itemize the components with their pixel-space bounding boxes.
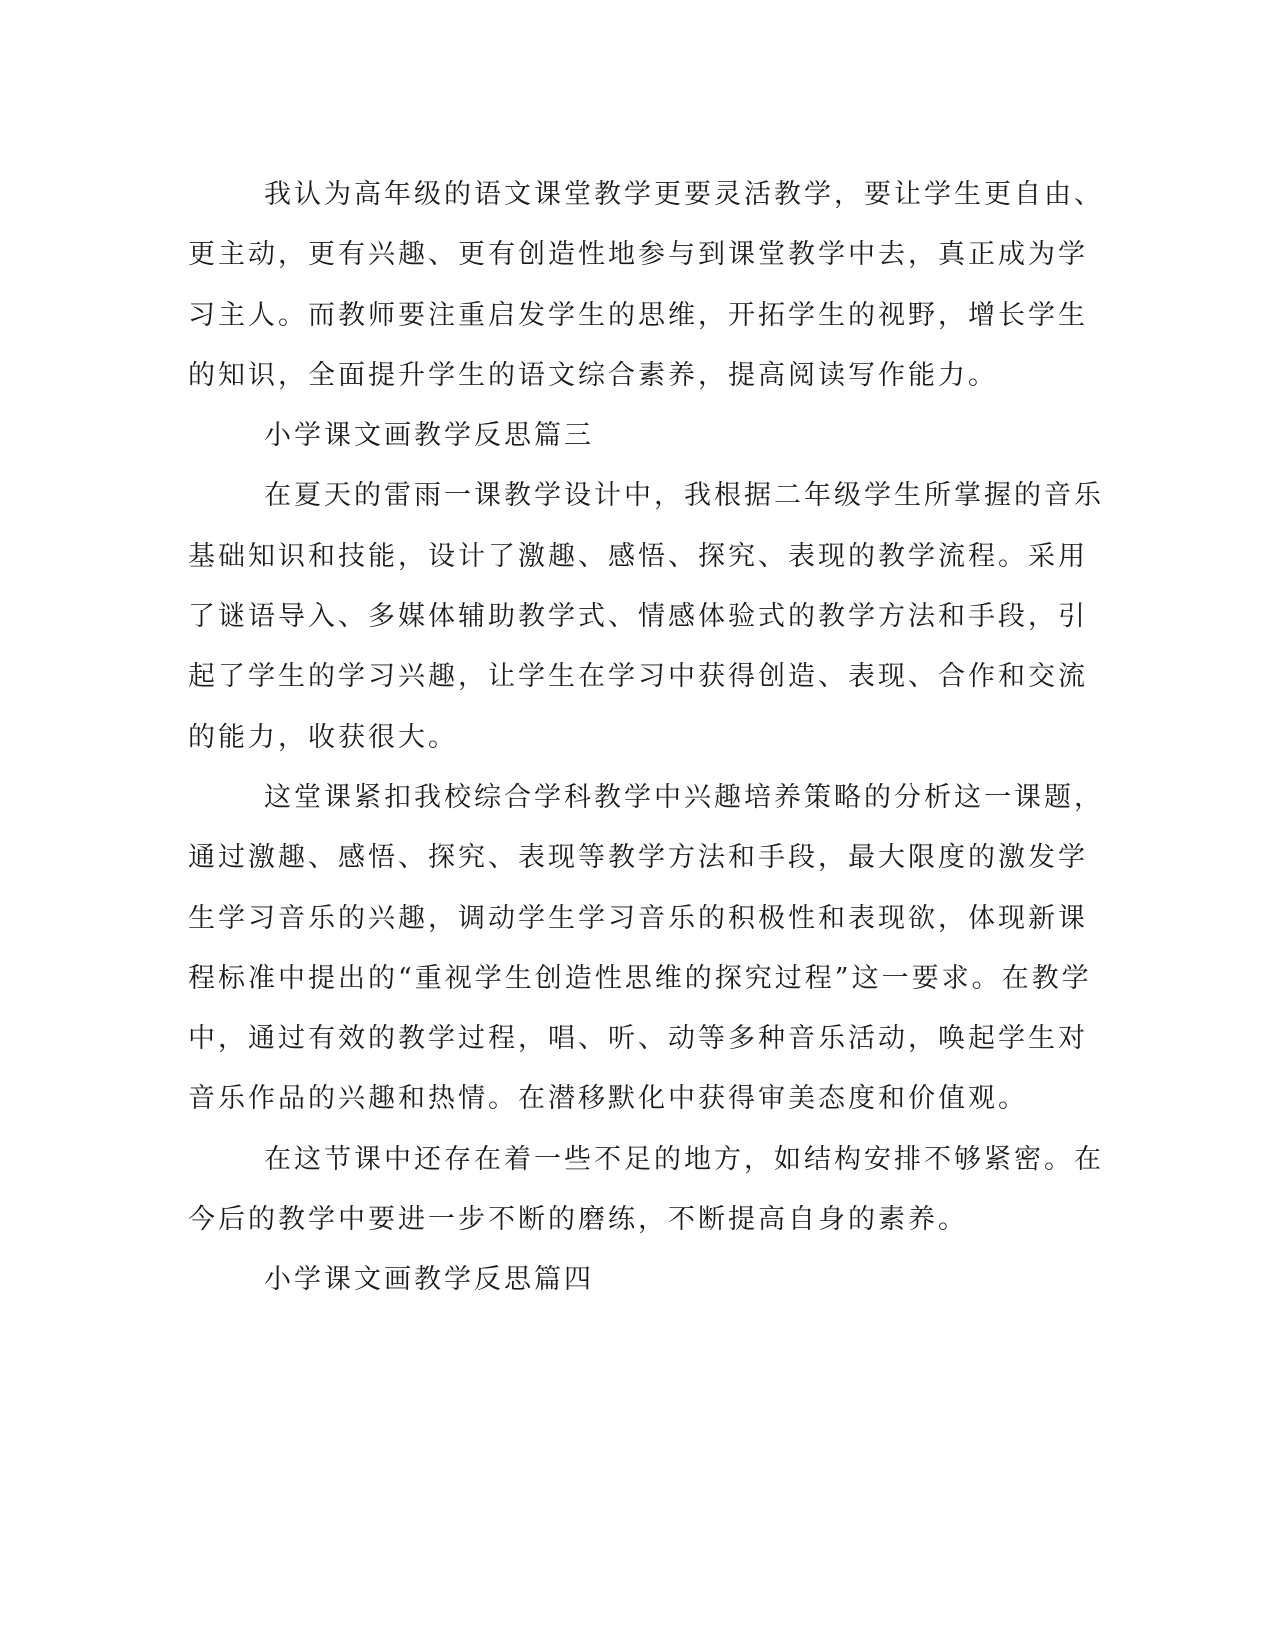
paragraph-line: 的知识，全面提升学生的语文综合素养，提高阅读写作能力。 [188, 359, 998, 391]
paragraph-line: 基础知识和技能，设计了激趣、感悟、探究、表现的教学流程。采用 [188, 540, 1088, 572]
paragraph-line: 我认为高年级的语文课堂教学更要灵活教学，要让学生更自由、 [264, 179, 1104, 210]
section-heading: 小学课文画教学反思篇三 [264, 420, 594, 452]
section-heading: 小学课文画教学反思篇四 [264, 1264, 594, 1296]
paragraph-line: 的能力，收获很大。 [188, 721, 458, 753]
paragraph-line: 更主动，更有兴趣、更有创造性地参与到课堂教学中去，真正成为学 [188, 239, 1088, 271]
paragraph-line: 中，通过有效的教学过程，唱、听、动等多种音乐活动，唤起学生对 [188, 1023, 1088, 1055]
paragraph-line: 生学习音乐的兴趣，调动学生学习音乐的积极性和表现欲，体现新课 [188, 902, 1088, 934]
paragraph-line: 音乐作品的兴趣和热情。在潜移默化中获得审美态度和价值观。 [188, 1083, 1028, 1115]
paragraph-line: 今后的教学中要进一步不断的磨练，不断提高自身的素养。 [188, 1204, 968, 1236]
paragraph-line: 通过激趣、感悟、探究、表现等教学方法和手段，最大限度的激发学 [188, 842, 1088, 874]
paragraph-line: 起了学生的学习兴趣，让学生在学习中获得创造、表现、合作和交流 [188, 661, 1088, 693]
paragraph-line: 习主人。而教师要注重启发学生的思维，开拓学生的视野，增长学生 [188, 299, 1088, 331]
paragraph-line: 在这节课中还存在着一些不足的地方，如结构安排不够紧密。在 [264, 1143, 1104, 1175]
paragraph-line: 在夏天的雷雨一课教学设计中，我根据二年级学生所掌握的音乐 [264, 480, 1104, 512]
paragraph-line: 这堂课紧扣我校综合学科教学中兴趣培养策略的分析这一课题， [264, 781, 1104, 813]
paragraph-line: 程标准中提出的“重视学生创造性思维的探究过程”这一要求。在教学 [188, 962, 1092, 994]
document-body [188, 165, 1104, 1311]
paragraph-line: 了谜语导入、多媒体辅助教学式、情感体验式的教学方法和手段，引 [188, 601, 1088, 633]
